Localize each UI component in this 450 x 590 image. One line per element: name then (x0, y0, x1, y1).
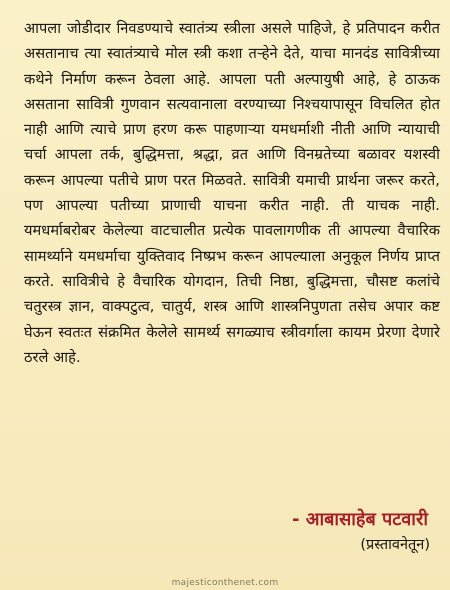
watermark: majesticonthenet.com (171, 578, 279, 588)
author-signature: - आबासाहेब पटवारी (292, 509, 428, 530)
source-note: (प्रस्तावनेतून) (360, 537, 430, 553)
body-paragraph: आपला जोडीदार निवडण्याचे स्वातंत्र्य स्त्रीला असले पाहिजे, हे प्रतिपादन करीत असतानाच त्या स्वातंत्र्याचे मोल स्त्री कशा तऱ्हेने देते, याचा मानदंड सावित्रीच्या कथेने निर्माण करून ठेवला आहे. आपला पती अल्पायुषी आहे, हे ठाऊक असताना सावित्री गुणवान सत्यवानाला वरण्याच्या निश्चयापासून विचलित होत नाही आणि त्याचे प्राण हरण करू पाहणाऱ्या यमधर्माशी नीती आणि न्यायाची चर्चा आपला तर्क, बुद्धिमत्ता, श्रद्धा, व्रत आणि विनम्रतेच्या बळावर यशस्वी करून आपल्या पतीचे प्राण परत मिळवते. सावित्री यमाची प्रार्थना जरूर करते, पण आपल्या पतीच्या प्राणाची याचना करीत नाही. ती याचक नाही. यमधर्माबरोबर केलेल्या वाटचालीत प्रत्येक पावलागणीक ती आपल्या वैचारिक सामर्थ्याने यमधर्माचा युक्तिवाद निष्प्रभ करून आपल्याला अनुकूल निर्णय प्राप्त करते. सावित्रीचे हे वैचारिक योगदान, तिची निष्ठा, बुद्धिमत्ता, चौसष्ट कलांचे चतुरस्त्र ज्ञान, वाक्पटुत्व, चातुर्य, शस्त्र आणि शास्त्रनिपुणता तसेच अपार कष्ट घेऊन स्वतःत संक्रमित केलेले सामर्थ्य सगळ्याच स्त्रीवर्गाला कायम प्रेरणा देणारे ठरले आहे. (24, 20, 440, 366)
